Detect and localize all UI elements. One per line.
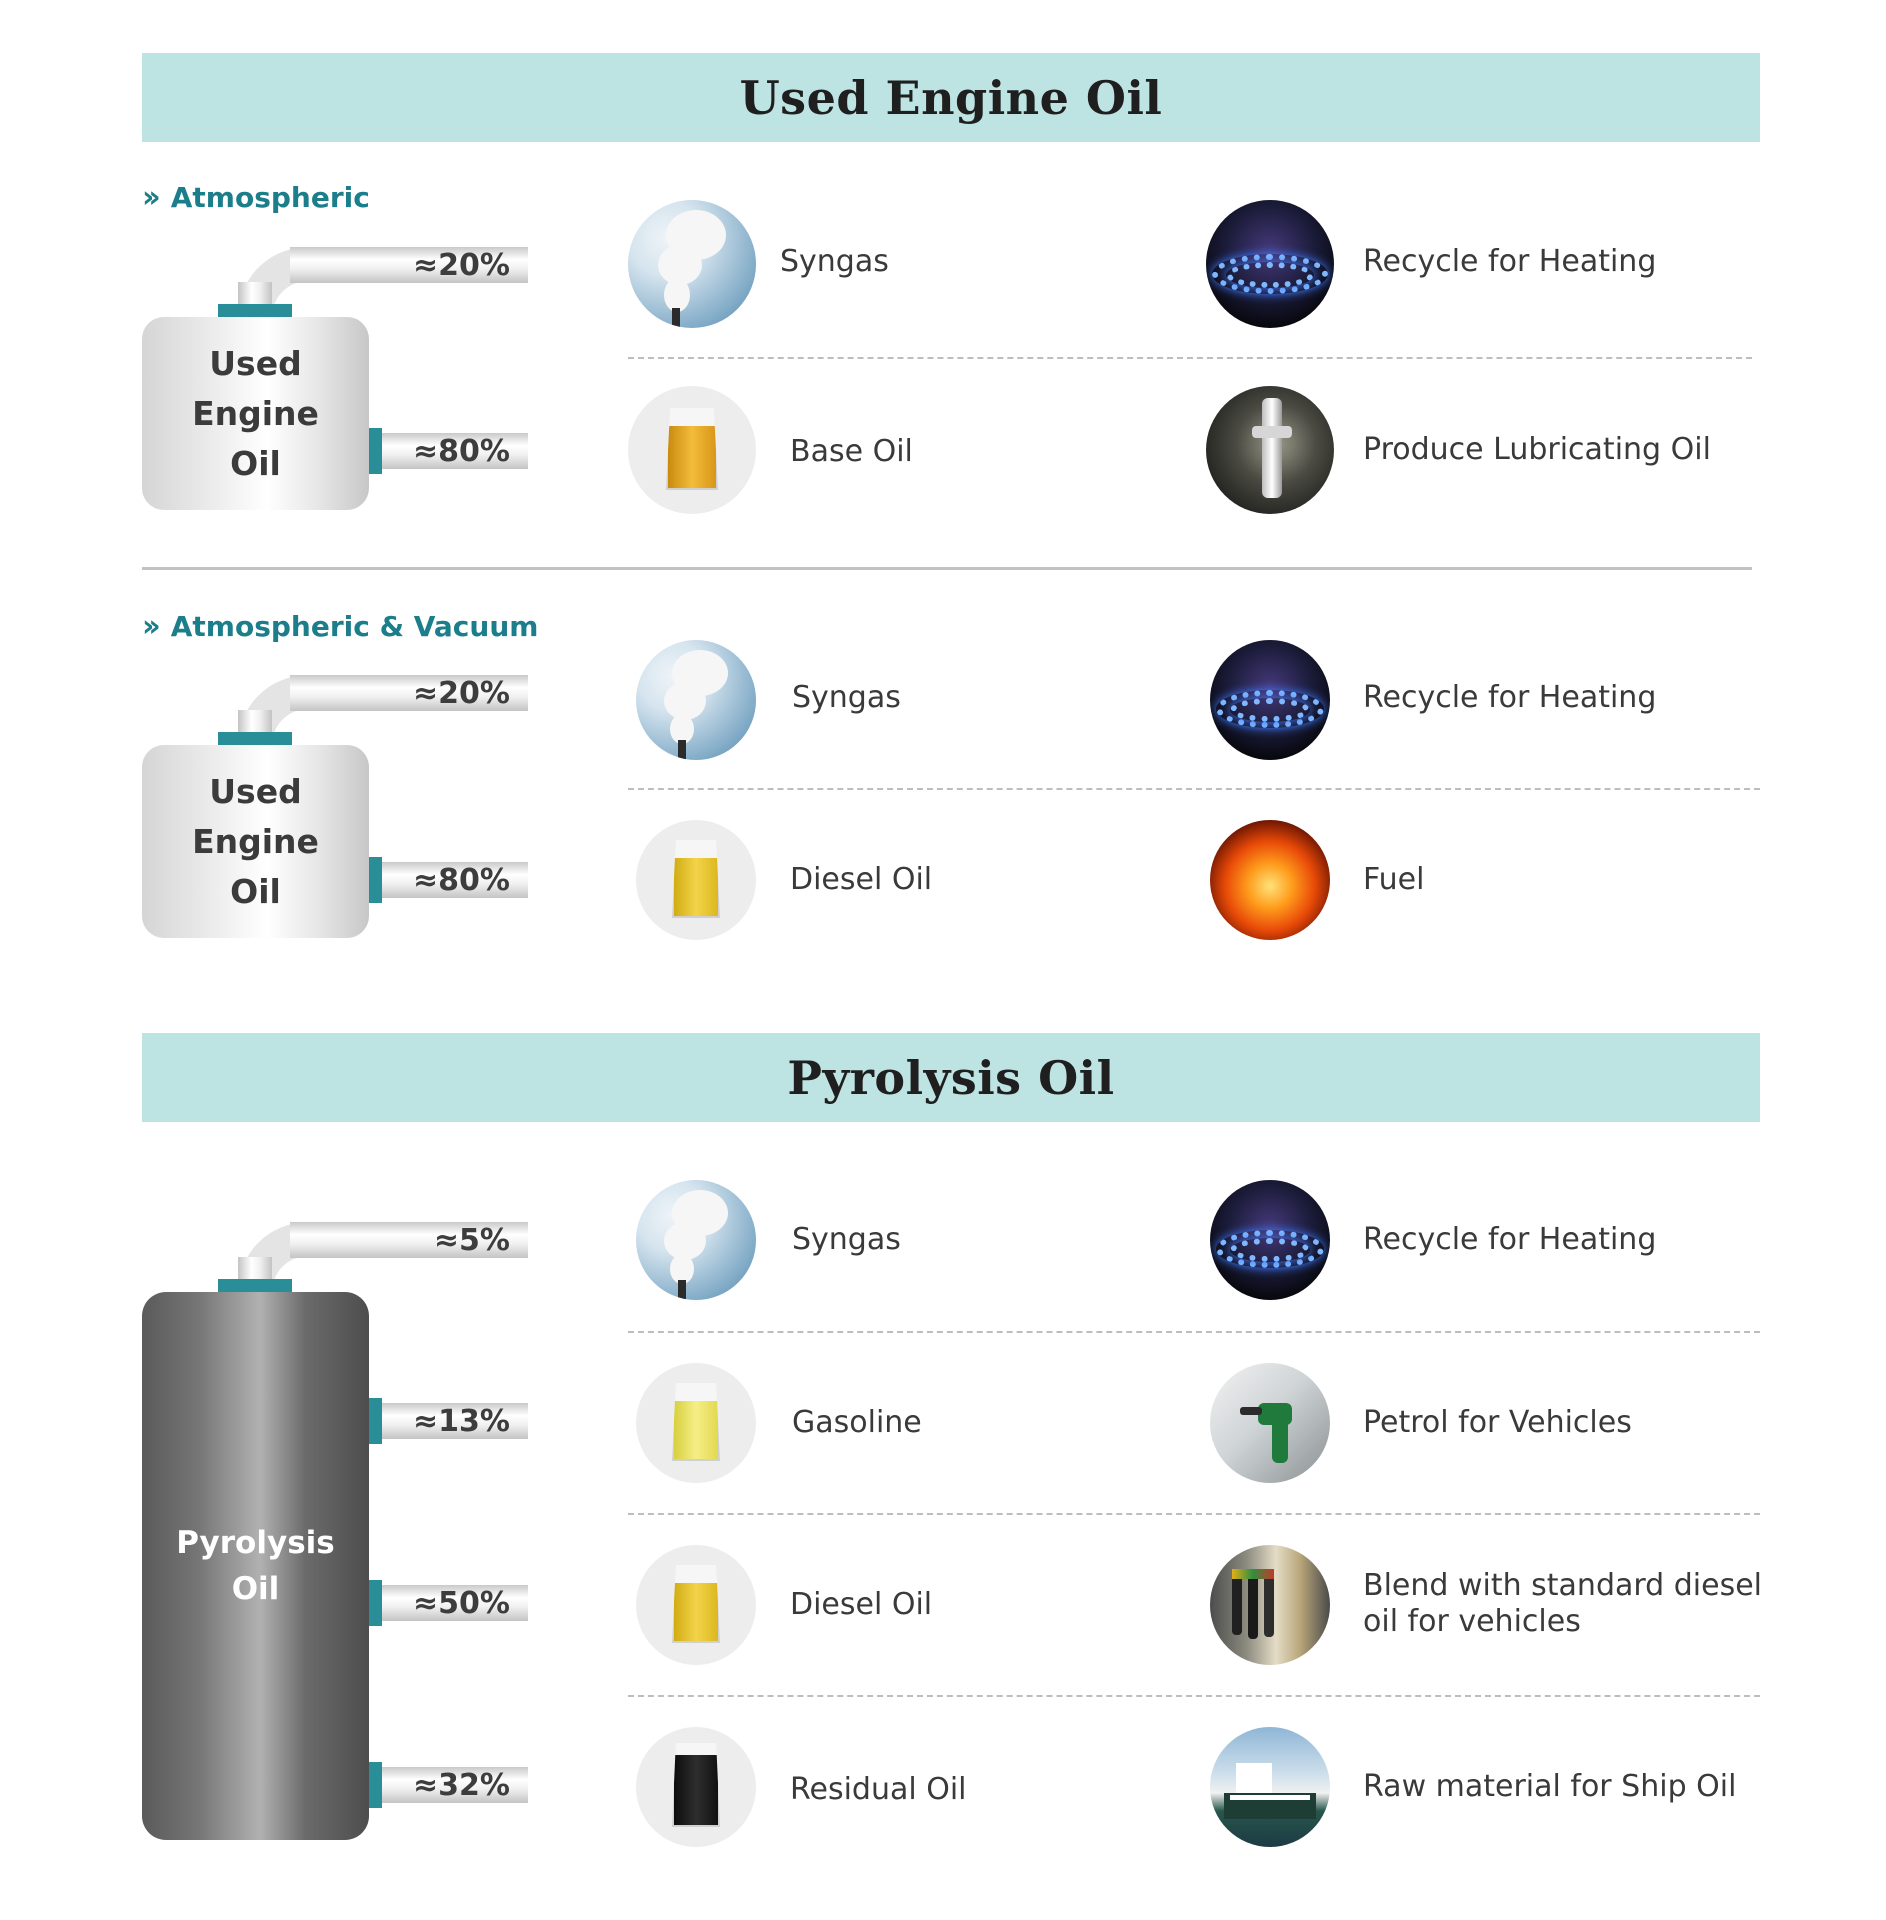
section-title: Used Engine Oil — [739, 70, 1163, 125]
double-chevron-right-icon: ›› — [142, 180, 155, 215]
pipe-outlet-side — [382, 862, 528, 898]
diesel-oil-beaker-icon — [636, 1545, 756, 1665]
product-label: Syngas — [792, 1222, 901, 1257]
section-banner-used-engine-oil — [142, 53, 1760, 142]
pipe-vertical — [238, 282, 272, 304]
vessel-label: Used Engine Oil — [192, 343, 319, 483]
gas-flame-icon — [1210, 1180, 1330, 1300]
vessel-pyrolysis-oil — [142, 1292, 369, 1840]
use-label: Raw material for Ship Oil — [1363, 1769, 1737, 1804]
pipe-flange — [369, 857, 382, 903]
pipe-flange — [369, 1580, 382, 1626]
vessel-label: Used Engine Oil — [192, 771, 319, 911]
product-label: Syngas — [780, 244, 889, 279]
section-title: Pyrolysis Oil — [787, 1050, 1115, 1105]
fuel-pumps-icon — [1210, 1545, 1330, 1665]
pipe-vertical — [238, 1257, 272, 1279]
process-label-text: Atmospheric — [170, 181, 370, 214]
process-label-atmospheric-vacuum — [142, 609, 538, 644]
process-label-text: Atmospheric & Vacuum — [170, 610, 539, 643]
use-label: Blend with standard diesel oil for vehicles — [1363, 1568, 1763, 1639]
product-label: Diesel Oil — [790, 1587, 933, 1622]
use-label: Fuel — [1363, 862, 1425, 897]
product-label: Residual Oil — [790, 1772, 967, 1807]
row-divider — [628, 788, 1760, 790]
yield-percent: ≈80% — [413, 862, 510, 898]
process-label-atmospheric — [142, 180, 370, 215]
pipe-flange — [369, 428, 382, 474]
vessel-cap — [218, 1279, 292, 1292]
pipe-outlet-side — [382, 1767, 528, 1803]
yield-percent: ≈32% — [413, 1767, 510, 1803]
double-chevron-right-icon: ›› — [142, 609, 155, 644]
fire-icon — [1210, 820, 1330, 940]
row-divider — [628, 1695, 1760, 1697]
use-label: Recycle for Heating — [1363, 680, 1657, 715]
row-divider — [628, 1331, 1760, 1333]
yield-percent: ≈50% — [413, 1585, 510, 1621]
vessel-cap — [218, 732, 292, 745]
lubricator-icon — [1206, 386, 1334, 514]
pipe-flange — [369, 1398, 382, 1444]
product-label: Base Oil — [790, 434, 913, 469]
syngas-smoke-icon — [628, 200, 756, 328]
yield-percent: ≈20% — [413, 247, 510, 283]
vessel-used-engine-oil — [142, 745, 369, 938]
gasoline-beaker-icon — [636, 1363, 756, 1483]
vessel-label: Pyrolysis Oil — [176, 1525, 335, 1607]
product-label: Gasoline — [792, 1405, 922, 1440]
syngas-smoke-icon — [636, 1180, 756, 1300]
pipe-outlet-top — [290, 675, 528, 711]
ship-icon — [1210, 1727, 1330, 1847]
row-divider — [628, 357, 1752, 359]
section-divider — [142, 567, 1752, 570]
base-oil-beaker-icon — [628, 386, 756, 514]
pipe-outlet-side — [382, 433, 528, 469]
use-label: Produce Lubricating Oil — [1363, 432, 1711, 467]
pipe-flange — [369, 1762, 382, 1808]
residual-oil-beaker-icon — [636, 1727, 756, 1847]
gas-flame-icon — [1210, 640, 1330, 760]
use-label: Recycle for Heating — [1363, 244, 1657, 279]
syngas-smoke-icon — [636, 640, 756, 760]
gas-flame-icon — [1206, 200, 1334, 328]
row-divider — [628, 1513, 1760, 1515]
fuel-nozzle-icon — [1210, 1363, 1330, 1483]
pipe-outlet-side — [382, 1403, 528, 1439]
yield-percent: ≈80% — [413, 433, 510, 469]
vessel-cap — [218, 304, 292, 317]
pipe-outlet-top — [290, 1222, 528, 1258]
vessel-used-engine-oil — [142, 317, 369, 510]
yield-percent: ≈13% — [413, 1403, 510, 1439]
diesel-oil-beaker-icon — [636, 820, 756, 940]
use-label: Recycle for Heating — [1363, 1222, 1657, 1257]
yield-percent: ≈20% — [413, 675, 510, 711]
product-label: Diesel Oil — [790, 862, 933, 897]
pipe-outlet-top — [290, 247, 528, 283]
pipe-vertical — [238, 710, 272, 732]
yield-percent: ≈5% — [433, 1222, 510, 1258]
use-label: Petrol for Vehicles — [1363, 1405, 1632, 1440]
pipe-outlet-side — [382, 1585, 528, 1621]
section-banner-pyrolysis-oil — [142, 1033, 1760, 1122]
product-label: Syngas — [792, 680, 901, 715]
